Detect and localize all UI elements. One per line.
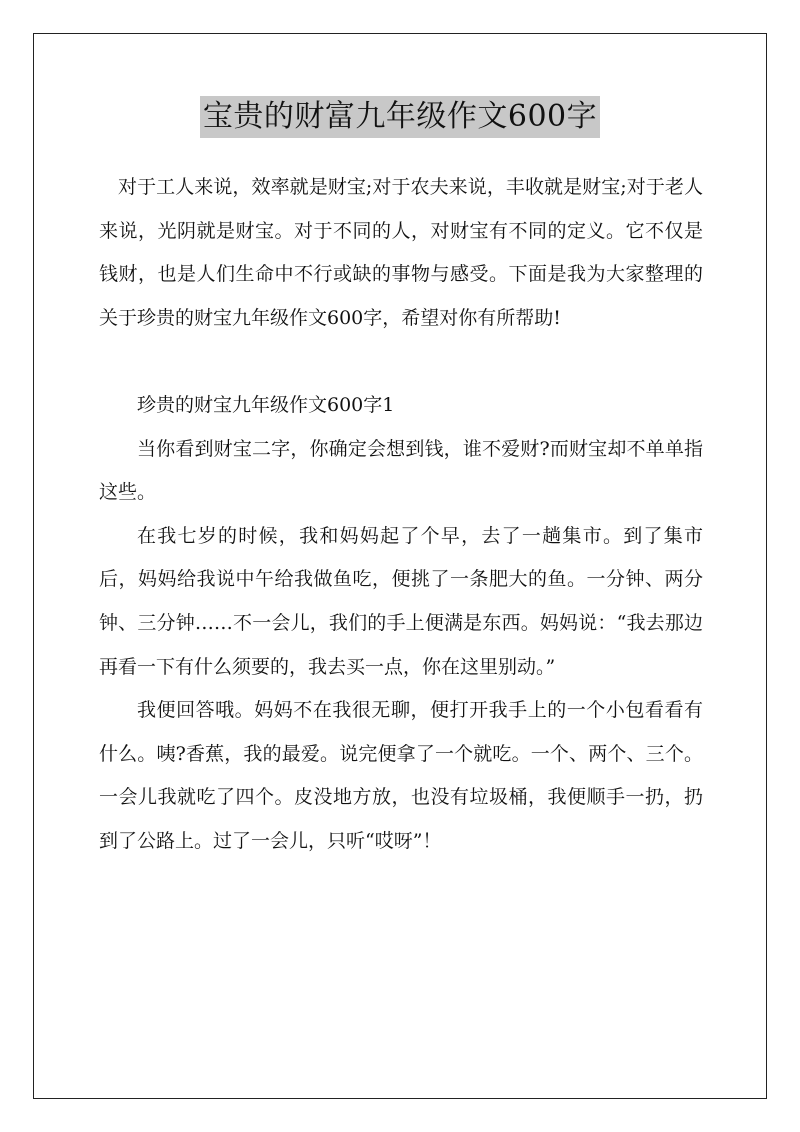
body-paragraph: 在我七岁的时候，我和妈妈起了个早，去了一趟集市。到了集市后，妈妈给我说中午给我做鱼吃，便挑了一条肥大的鱼。一分钟、两分钟、三分钟……不一会儿，我们的手上便满是东西。妈妈说：“我去那边再看一下有什么须要的，我去买一点，你在这里别动。”	[99, 524, 703, 678]
body-paragraph: 我便回答哦。妈妈不在我很无聊，便打开我手上的一个小包看看有什么。咦?香蕉，我的最爱。说完便拿了一个就吃。一个、两个、三个。一会儿我就吃了四个。皮没地方放，也没有垃圾桶，我便顺手一扔，扔到了公路上。过了一会儿，只听“哎呀”！	[99, 699, 703, 852]
document-body	[99, 166, 703, 864]
title-container	[0, 96, 800, 138]
intro-paragraph: 对于工人来说，效率就是财宝;对于农夫来说，丰收就是财宝;对于老人来说，光阴就是财宝。对于不同的人，对财宝有不同的定义。它不仅是钱财，也是人们生命中不行或缺的事物与感受。下面是我为大家整理的关于珍贵的财宝九年级作文600字，希望对你有所帮助!	[99, 176, 703, 329]
document-title: 宝贵的财富九年级作文600字	[200, 96, 600, 138]
paragraph-spacer	[99, 340, 703, 384]
body-paragraph: 当你看到财宝二字，你确定会想到钱，谁不爱财?而财宝却不单单指这些。	[99, 437, 703, 504]
section-heading: 珍贵的财宝九年级作文600字1	[137, 393, 395, 416]
